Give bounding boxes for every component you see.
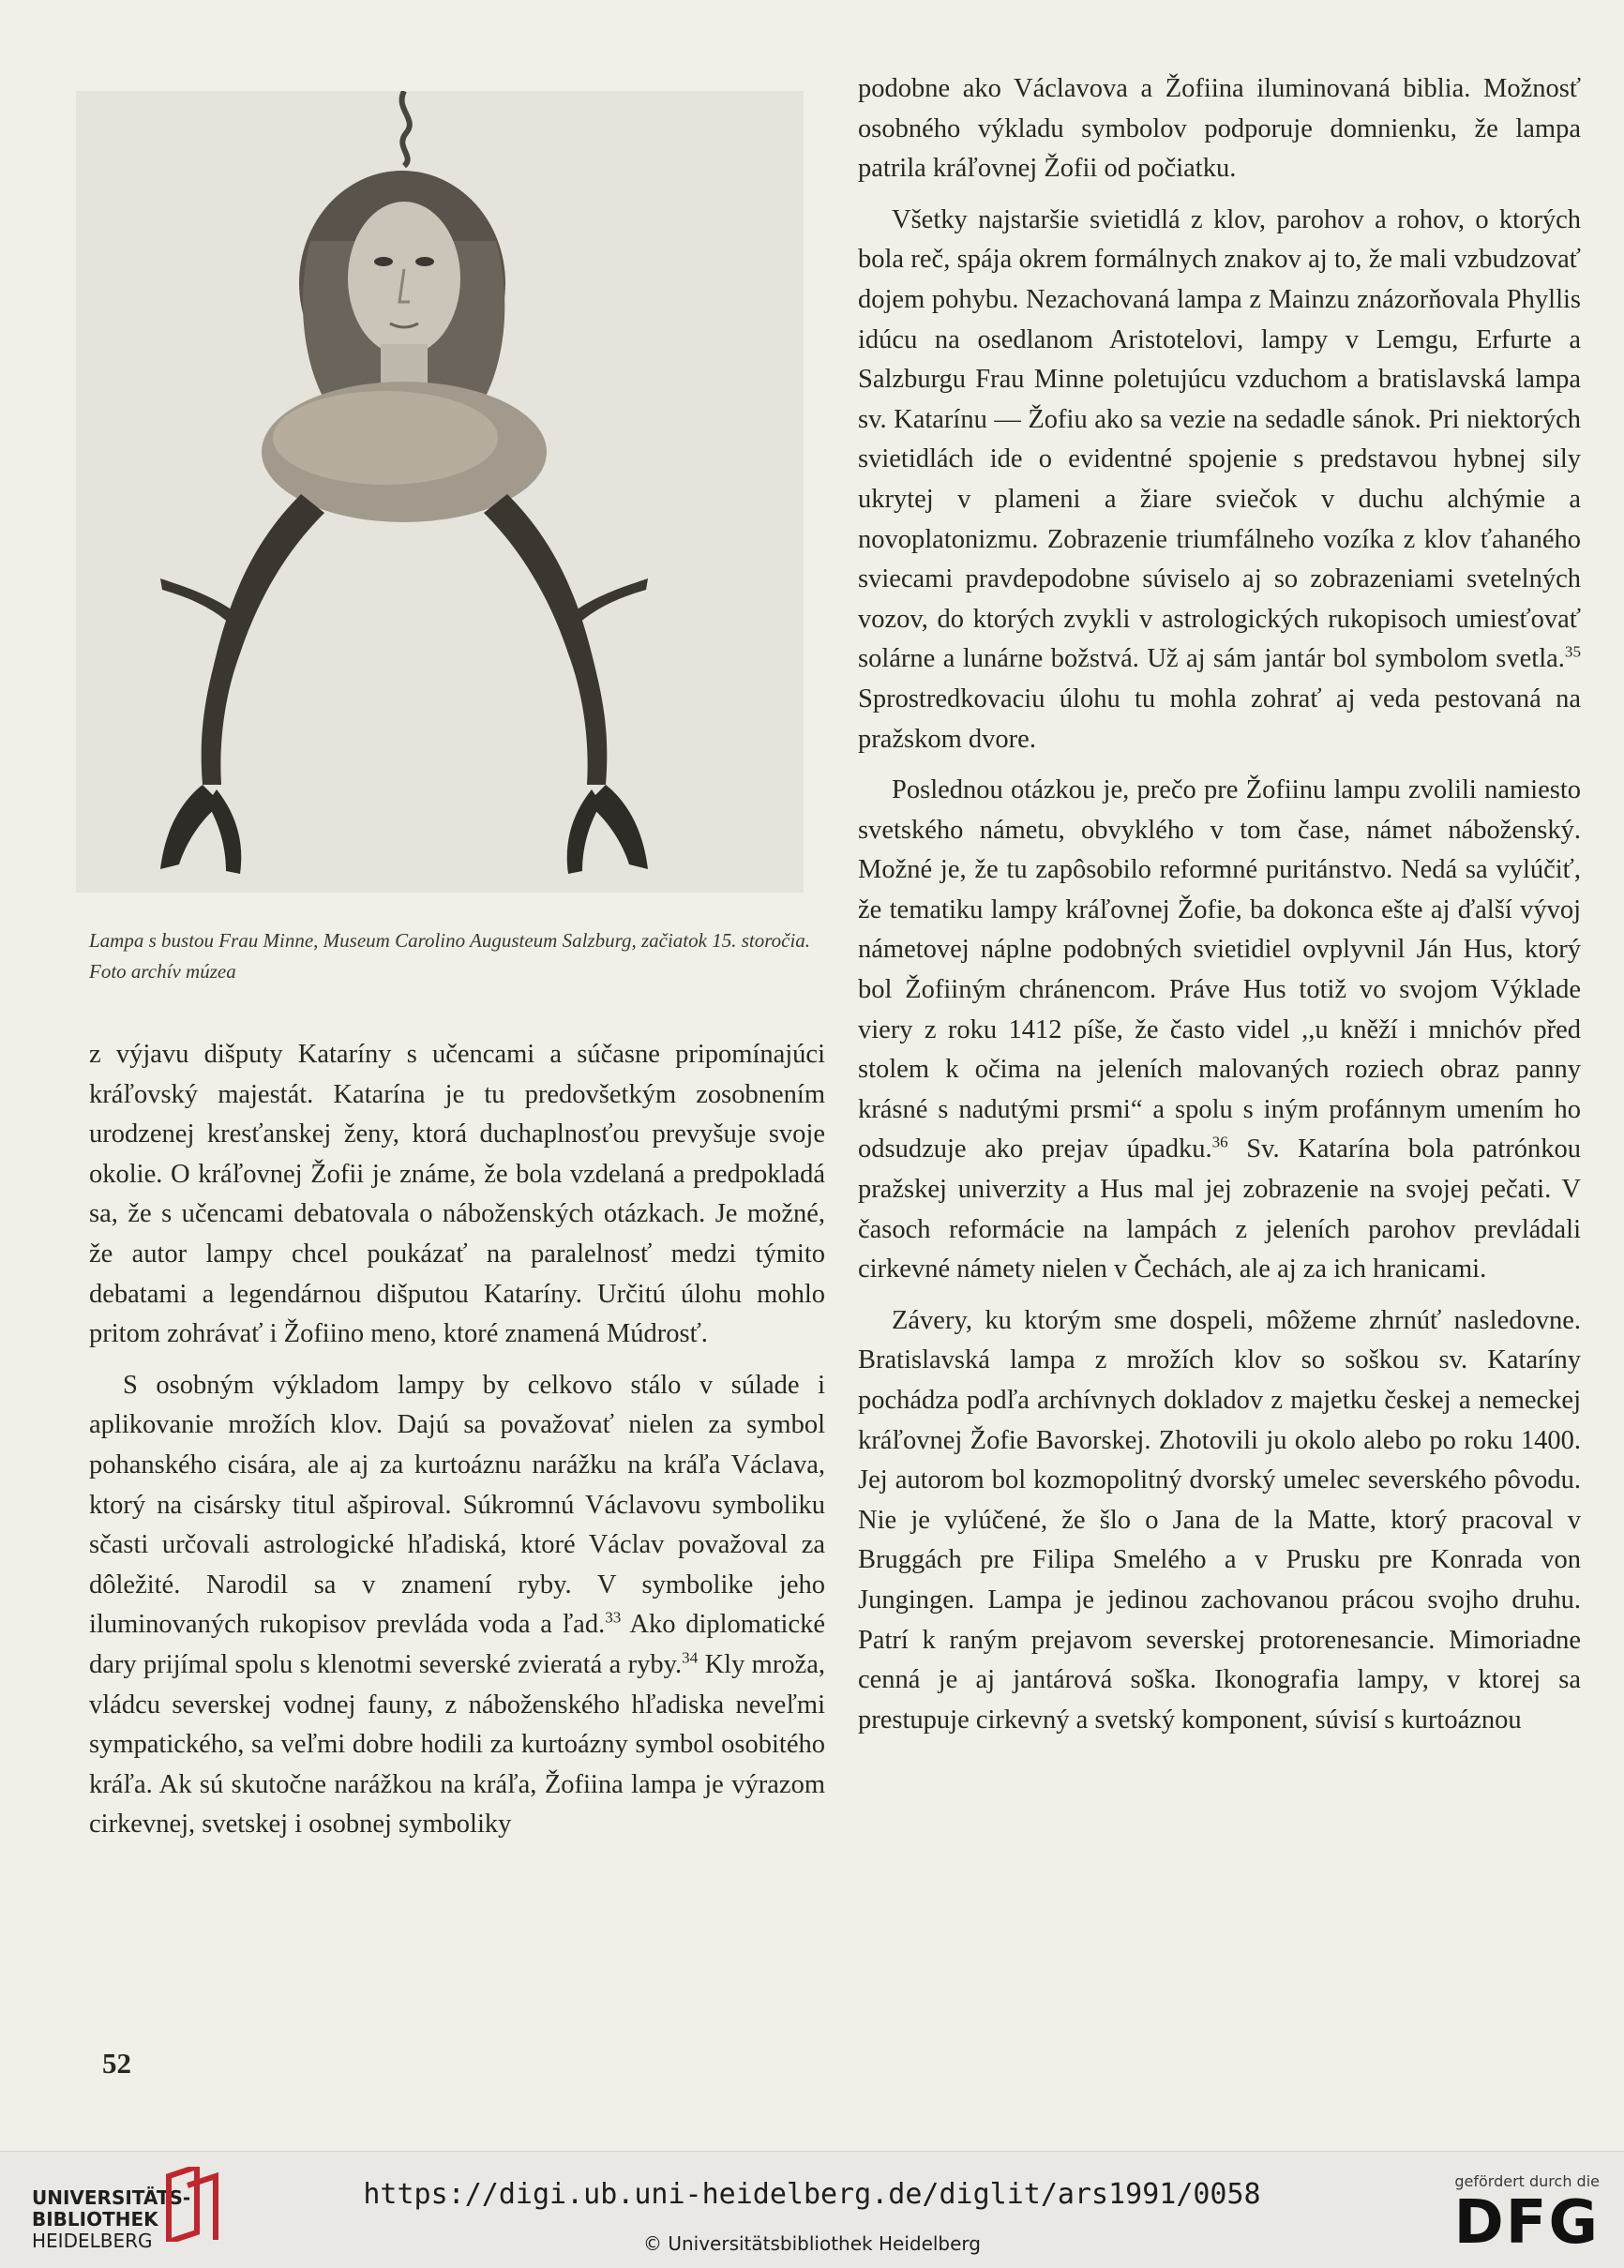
paragraph — [89, 1366, 825, 1845]
footnote-ref: 33 — [605, 1608, 622, 1627]
paragraph: podobne ako Václavova a Žofiina iluminovaná biblia. Možnosť osobného výkladu symbolov podporuje domnienku, že lampa patrila kráľovnej Žofii od počiatku. — [858, 74, 1581, 184]
footnote-ref: 36 — [1211, 1133, 1228, 1151]
library-name-line: HEIDELBERG — [32, 2230, 153, 2252]
paragraph — [858, 771, 1581, 1290]
paragraph: Závery, ku ktorým sme dospeli, môžeme zhrnúť nasledovne. Bratislavská lampa z mrožích klov so soškou sv. Kataríny pochádza podľa archívnych dokladov z majetku českej a nemeckej kráľovnej Žofie Bavorskej. Zhotovili ju okolo alebo po roku 1400. Jej autorom bol kozmopolitný dvorský umelec severského pôvodu. Nie je vylúčené, že šlo o Jana de la Matte, ktorý pracoval v Bruggách pre Filipa Smelého a v Prusku pre Konrada von Jungingen. Lampa je jedinou zachovanou prácou svojho druhu. Patrí k raným prejavom severskej protorenesancie. Mimoriadne cenná je aj jantárová soška. Ikonografia lampy, v ktorej sa prestupuje cirkevný a svetský komponent, súvisí s kurtoáznou — [858, 1305, 1581, 1735]
paragraph — [858, 201, 1581, 759]
paragraph-text: Poslednou otázkou je, prečo pre Žofiinu lampu zvolili namiesto svetského námetu, obvyklého v tom čase, námet náboženský. Možné je, že tu zapôsobilo reformné puritánstvo. Nedá sa vylúčiť, že tematiku lampy kráľovnej Žofie, ba dokonca ešte aj ďalší vývoj námetovej náplne podobných svietidiel ovplyvnil Ján Hus, ktorý bol Žofiiným chránencom. Práve Hus totiž vo svojom Výklade viery z roku 1412 píše, že často videl ,,u kněží i mnichóv před stolem k očima na jeleních malovaných roziech obraz panny krásné s nadutými prsmi“ a spolu s iným profánnym umením ho odsudzuje ako prejav úpadku. — [858, 775, 1581, 1164]
document-url-link[interactable]: https://digi.ub.uni-heidelberg.de/diglit/ars1991/0058 — [363, 2178, 1261, 2211]
lamp-with-bust-image — [76, 91, 804, 893]
paragraph-text: Ako diplomatické dary prijímal spolu s klenotmi severské zvieratá a ryby. — [89, 1610, 825, 1679]
funder-label: gefördert durch die — [1454, 2172, 1600, 2190]
right-column — [858, 69, 1581, 1740]
footer-bar — [0, 2151, 1624, 2268]
footnote-ref: 35 — [1564, 642, 1581, 661]
paragraph-text: S osobným výkladom lampy by celkovo stálo v súlade i aplikovanie mrožích klov. Dajú sa považovať nielen za symbol pohanského cisára, ale aj za kurtoáznu narážku na kráľa Václava, ktorý na cisársky titul ašpiroval. Súkromnú Václavovu symboliku sčasti určovali astrologické hľadiská, ktoré Václav považoval za dôležité. Narodil sa v znamení ryby. V symbolike jeho iluminovaných rukopisov prevláda voda a ľad. — [89, 1370, 825, 1640]
copyright-notice: © Universitätsbibliothek Heidelberg — [642, 2232, 981, 2255]
library-name-line: BIBLIOTHEK — [32, 2208, 158, 2230]
paragraph-text: Všetky najstaršie svietidlá z klov, parohov a rohov, o ktorých bola reč, spája okrem formálnych znakov aj to, že mali vzbudzovať dojem pohybu. Nezachovaná lampa z Mainzu znázorňovala Phyllis idúcu na osedlanom Aristotelovi, lampy v Lemgu, Erfurte a Salzburgu Frau Minne poletujúcu vzduchom a bratislavská lampa sv. Katarínu — Žofiu ako sa vezie na sedadle sánok. Pri niektorých svietidlách ide o evidentné spojenie s predstavou hybnej sily ukrytej v plameni a žiare sviečok v duchu alchýmie a novoplatonizmu. Zobrazenie triumfálneho vozíka z klov ťahaného sviecami pravdepodobne súviselo aj so zobrazeniami svetelných vozov, do ktorých zvykli v astrologických rukopisoch umiesťovať solárne a lunárne božstvá. Už aj sám jantár bol symbolom svetla. — [858, 204, 1581, 674]
footnote-ref: 34 — [682, 1648, 699, 1667]
library-name-line: UNIVERSITÄTS- — [32, 2186, 191, 2209]
left-column — [89, 1035, 825, 1845]
page-number: 52 — [102, 2047, 131, 2080]
dfg-logo: DFG — [1453, 2188, 1600, 2258]
paragraph-text: Sprostredkovaciu úlohu tu mohla zohrať aj veda pestovaná na pražskom dvore. — [858, 683, 1581, 754]
funder-block[interactable] — [1440, 2172, 1600, 2256]
lamp-photo — [76, 91, 804, 893]
figure-caption: Lampa s bustou Frau Minne, Museum Carolino Augusteum Salzburg, začiatok 15. storočia. Foto archív múzea — [89, 929, 811, 983]
paragraph: z výjavu dišputy Kataríny s učencami a súčasne pripomínajúci kráľovský majestát. Katarína je tu predovšetkým zosobnením urodzenej kresťanskej ženy, ktorá duchaplnosťou prevyšuje svoje okolie. O kráľovnej Žofii je známe, že bola vzdelaná a predpokladá sa, že s učencami debatovala o náboženských otázkach. Je možné, že autor lampy chcel poukázať na paralelnosť medzi týmito debatami a legendárnou dišputou Kataríny. Určitú úlohu mohlo pritom zohrávať i Žofiino meno, ktoré znamená Múdrosť. — [89, 1040, 825, 1349]
paragraph-text: Sv. Katarína bola patrónkou pražskej univerzity a Hus mal jej zobrazenie na svojej pečati. V časoch reformácie na lampách z jeleních parohov prevládali cirkevné námety nielen v Čechách, ale aj za ich hranicami. — [858, 1134, 1581, 1284]
paragraph-text: Kly mroža, vládcu severskej vodnej fauny, z náboženského hľadiska neveľmi sympatického, sa veľmi dobre hodili za kurtoázny symbol osobitého kráľa. Ak sú skutočne narážkou na kráľa, Žofiina lampa je výrazom cirkevnej, svetskej i osobnej symboliky — [89, 1649, 825, 1840]
